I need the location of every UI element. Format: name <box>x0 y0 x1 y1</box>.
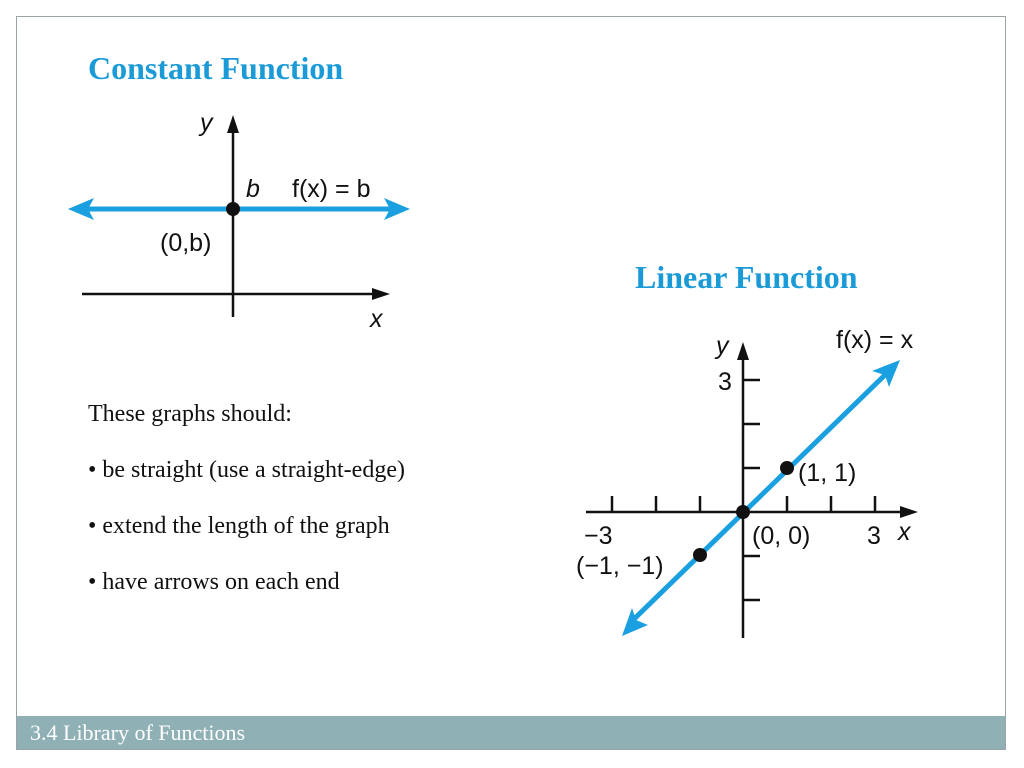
linear-function-title: Linear Function <box>635 259 858 295</box>
notes-bullet-straight: • be straight (use a straight-edge) <box>88 457 405 483</box>
footer-bar <box>17 716 1005 749</box>
point-label-neg1-neg1: (−1, −1) <box>576 552 664 580</box>
point-origin <box>736 505 750 519</box>
x-axis-arrow <box>900 506 918 518</box>
y-axis-label: y <box>200 109 213 137</box>
x-tick-min-label: −3 <box>584 522 613 550</box>
point-label-origin: (0, 0) <box>752 522 811 550</box>
notes-list <box>88 402 405 626</box>
x-axis-arrow <box>372 288 390 300</box>
y-axis-arrow <box>737 342 749 360</box>
constant-function-title: Constant Function <box>88 50 344 86</box>
intercept-point <box>226 202 240 216</box>
point-neg1-neg1 <box>693 548 707 562</box>
linear-function-graph <box>560 320 940 650</box>
point-label-1-1: (1, 1) <box>798 459 857 487</box>
linear-function-line <box>632 372 888 621</box>
notes-intro: These graphs should: <box>88 401 292 427</box>
x-tick-max-label: 3 <box>867 522 881 550</box>
function-label: f(x) = b <box>292 175 371 203</box>
point-1-1 <box>780 461 794 475</box>
y-ticks <box>743 380 760 600</box>
x-axis-label: x <box>370 305 383 333</box>
footer-title: 3.4 Library of Functions <box>30 720 246 745</box>
intercept-label: b <box>246 175 260 203</box>
y-axis-label: y <box>716 332 729 360</box>
y-tick-label: 3 <box>718 368 732 396</box>
y-axis-arrow <box>227 115 239 133</box>
notes-bullet-extend: • extend the length of the graph <box>88 513 390 539</box>
x-axis-label: x <box>898 518 911 546</box>
notes-bullet-arrows: • have arrows on each end <box>88 569 340 595</box>
function-label: f(x) = x <box>836 326 914 354</box>
point-label: (0,b) <box>160 229 212 257</box>
constant-function-graph <box>60 105 420 335</box>
